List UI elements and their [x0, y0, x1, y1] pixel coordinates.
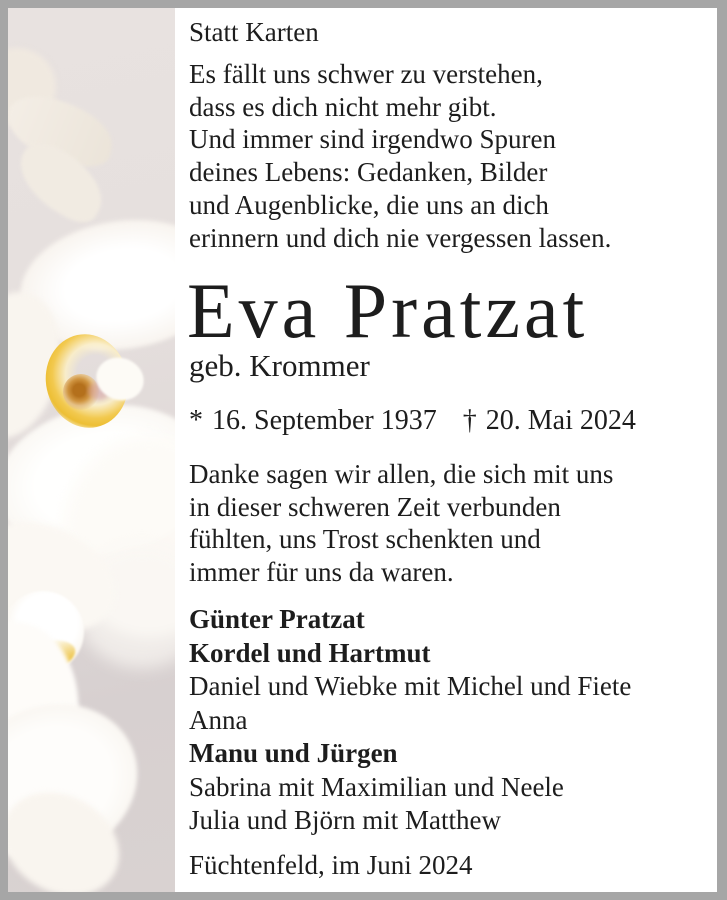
obituary-card — [8, 8, 717, 892]
verse-line: dass es dich nicht mehr gibt. — [189, 91, 497, 122]
verse-line: Und immer sind irgendwo Spuren — [189, 124, 556, 155]
death-symbol: † — [462, 405, 477, 436]
life-dates — [189, 404, 707, 438]
mourner-line: Anna — [189, 704, 248, 735]
death-date: 20. Mai 2024 — [485, 405, 636, 436]
birth-symbol: * — [189, 405, 203, 436]
mourner-line: Kordel und Hartmut — [189, 637, 431, 668]
thanks-text — [189, 458, 707, 589]
opening-verse — [189, 58, 707, 254]
deceased-name: Eva Pratzat — [187, 267, 589, 354]
orchid-photo — [8, 8, 175, 892]
mourner-line: Daniel und Wiebke mit Michel und Fiete — [189, 671, 632, 701]
verse-line: deines Lebens: Gedanken, Bilder — [189, 157, 548, 188]
mourner-line: Julia und Björn mit Matthew — [189, 805, 501, 835]
mourner-line: Manu und Jürgen — [189, 738, 398, 768]
thanks-line: fühlten, uns Trost schenkten und — [189, 524, 541, 555]
thanks-line: in dieser schweren Zeit verbunden — [189, 491, 561, 522]
thanks-line: Danke sagen wir allen, die sich mit uns — [189, 459, 614, 489]
mourners-list — [189, 603, 707, 838]
mourner-line: Günter Pratzat — [189, 604, 365, 634]
verse-line: und Augenblicke, die uns an dich — [189, 189, 549, 220]
verse-line: Es fällt uns schwer zu verstehen, — [189, 59, 543, 89]
verse-line: erinnern und dich nie vergessen lassen. — [189, 222, 612, 253]
thanks-line: immer für uns da waren. — [189, 557, 454, 588]
pre-line: Statt Karten — [189, 17, 319, 47]
maiden-name: geb. Krommer — [189, 348, 370, 383]
notice-content — [175, 8, 717, 892]
birth-date: 16. September 1937 — [212, 405, 437, 436]
place-date: Füchtenfeld, im Juni 2024 — [189, 850, 473, 880]
mourner-line: Sabrina mit Maximilian und Neele — [189, 771, 564, 802]
